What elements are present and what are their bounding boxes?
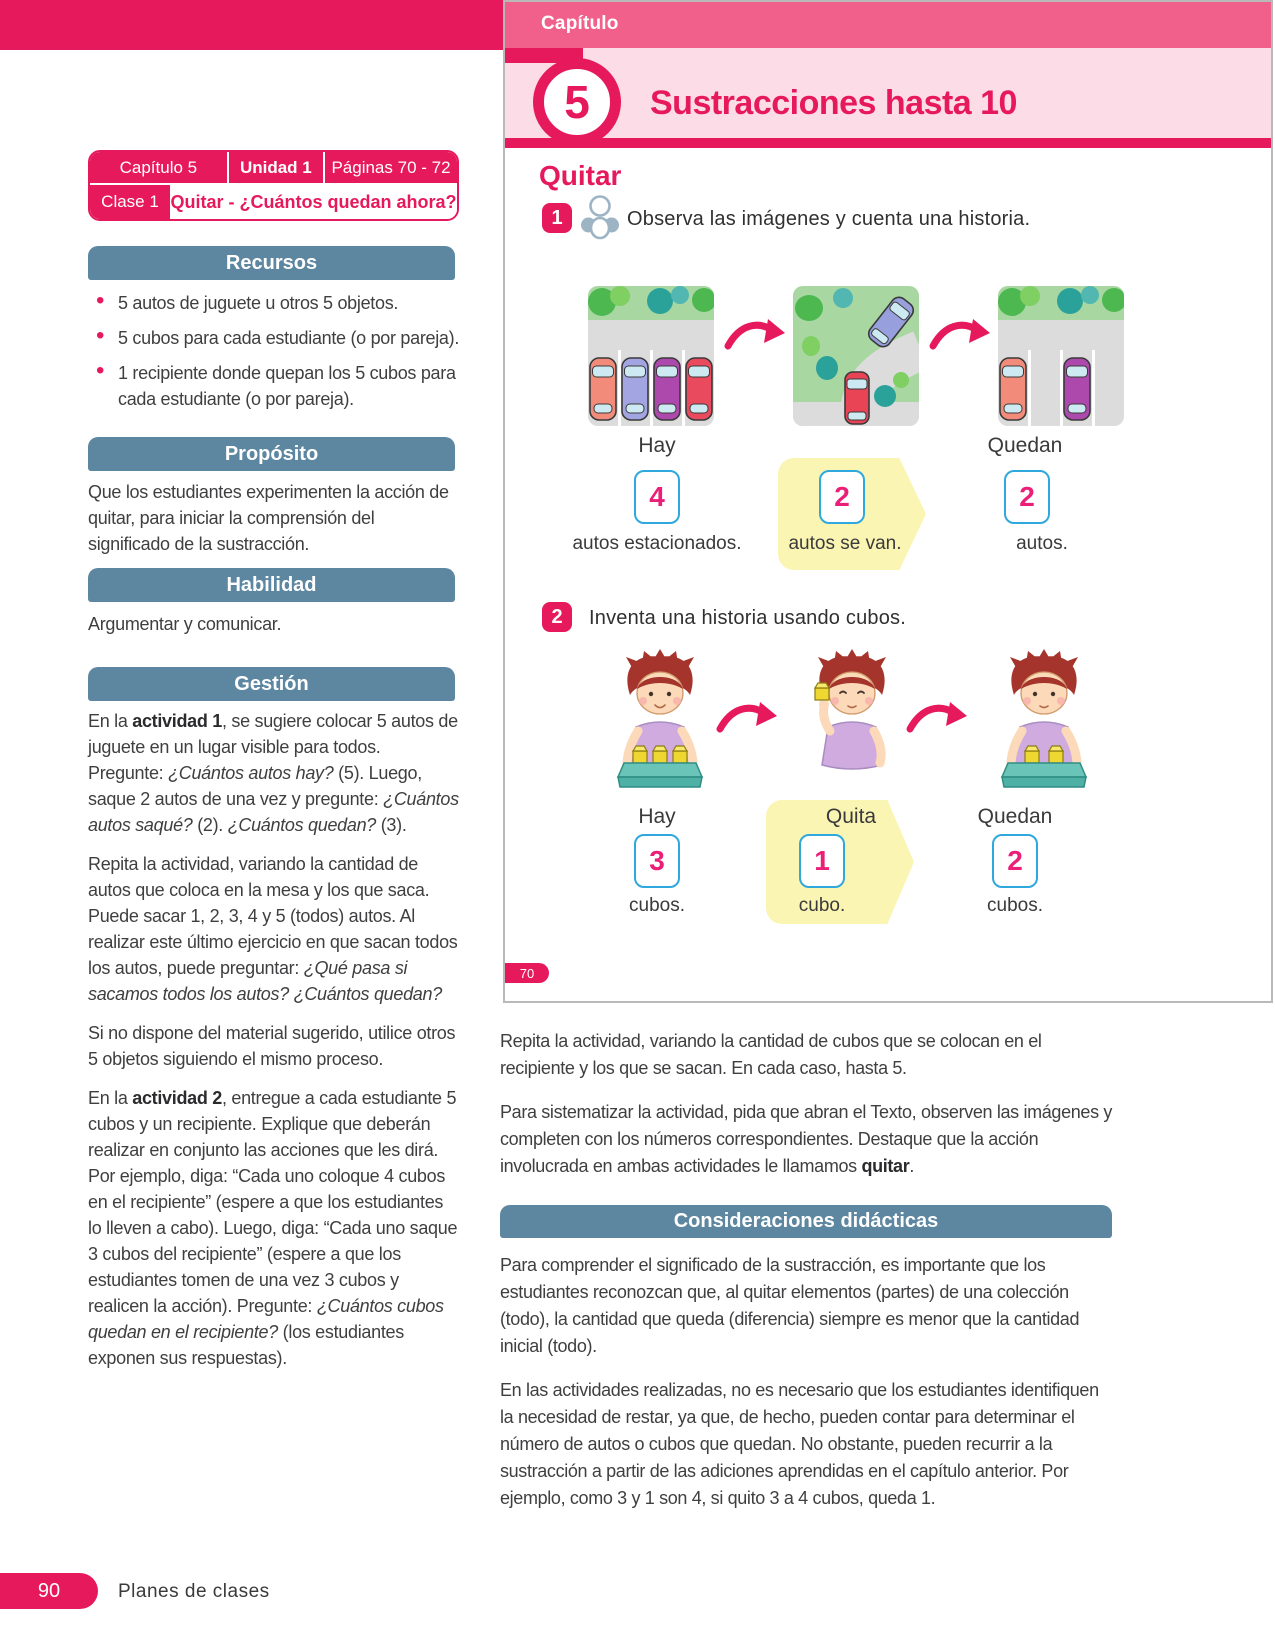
right-paragraph-1: Repita la actividad, variando la cantidad de cubos que se colocan en el recipiente y los que se sacan. En cada caso, hasta 5. xyxy=(500,1031,1042,1078)
chapter-band-label: Capítulo xyxy=(541,13,619,34)
gestion-text xyxy=(88,708,460,1384)
quedan-label: Quedan xyxy=(977,805,1053,828)
kid-with-two-cubes xyxy=(984,647,1104,804)
consideraciones-paragraph-1: Para comprender el significado de la sustracción, es importante que los estudiantes reconozcan que, al quitar elementos (partes) de una colección (todo), la cantidad que queda (diferencia) siempre es menor que la cantidad inicial (todo). xyxy=(500,1255,1080,1356)
hay-label: Hay xyxy=(638,805,676,828)
gestion-paragraph-1: En la actividad 1, se sugiere colocar 5 autos de juguete en un lugar visible para todos. Pregunte: ¿Cuántos autos hay? (5). Luego, saque 2 autos de una vez y pregunte: ¿Cuántos autos saqué? (2). ¿Cuántos quedan? (3). xyxy=(88,711,459,835)
chapter-cell: Capítulo 5 xyxy=(119,157,198,177)
recursos-item: • 1 recipiente donde quepan los 5 cubos para cada estudiante (o por pareja). xyxy=(88,360,460,412)
habilidad-text: Argumentar y comunicar. xyxy=(88,614,282,634)
answer-box-hay: 4 xyxy=(634,470,680,524)
caption-hay: cubos. xyxy=(629,895,685,916)
class-cell: Clase 1 xyxy=(90,185,170,219)
scene-four-parked-cars xyxy=(588,286,714,426)
right-notes-text xyxy=(500,1028,1115,1197)
lesson-info-row-top xyxy=(90,152,457,185)
footer-label: Planes de clases xyxy=(118,1581,270,1602)
gestion-paragraph-2: Repita la actividad, variando la cantidad de autos que coloca en la mesa y los que saca. Puede sacar 1, 2, 3, 4 y 5 (todos) autos. Al realizar este último ejercicio en que sacan todos los autos, puede preguntar: ¿Qué pasa si sacamos todos los autos? ¿Cuántos quedan? xyxy=(88,854,458,1004)
chapter-number-circle: 5 xyxy=(533,58,621,146)
student-textbook-panel xyxy=(503,0,1273,1003)
answer-box-hay: 3 xyxy=(634,834,680,888)
chapter-title: Sustracciones hasta 10 xyxy=(650,84,1017,122)
consideraciones-paragraph-2: En las actividades realizadas, no es necesario que los estudiantes identifiquen la necesidad de restar, ya que, de hecho, pueden contar para determinar el número de autos o cubos que quedan. No obstante, pueden recurrir a la sustracción a partir de las adiciones aprendidas en el capítulo anterior. Por ejemplo, como 3 y 1 son 4, si quito 3 a 4 cubos, queda 1. xyxy=(500,1380,1099,1508)
consideraciones-header: Consideraciones didácticas xyxy=(500,1205,1112,1238)
lesson-info-table xyxy=(88,150,459,221)
consideraciones-text xyxy=(500,1252,1115,1529)
answer-box-quedan: 2 xyxy=(992,834,1038,888)
page-number-pill: 90 xyxy=(0,1573,98,1609)
caption-quita: cubo. xyxy=(798,895,846,916)
kid-removing-cube xyxy=(792,647,912,804)
answer-box-quita: 2 xyxy=(819,470,865,524)
caption-quedan: autos. xyxy=(1016,533,1068,554)
arrow-right-icon xyxy=(904,697,968,744)
gestion-paragraph-3: Si no dispone del material sugerido, utilice otros 5 objetos siguiendo el mismo proceso. xyxy=(88,1023,456,1069)
pages-cell: Páginas 70 - 72 xyxy=(331,157,451,177)
textbook-page-tab: 70 xyxy=(505,963,549,983)
caption-quedan: cubos. xyxy=(987,895,1043,916)
section-heading: Quitar xyxy=(539,160,622,191)
activity-2-number-badge: 2 xyxy=(542,602,572,632)
class-title-cell: Quitar - ¿Cuántos quedan ahora? xyxy=(170,191,457,212)
hay-label: Hay xyxy=(638,434,676,457)
kid-with-three-cubes xyxy=(600,647,720,804)
unit-cell: Unidad 1 xyxy=(227,152,325,183)
recursos-list xyxy=(88,290,460,412)
top-red-bar xyxy=(0,0,503,50)
arrow-right-icon xyxy=(722,314,786,361)
activity-2-prompt: Inventa una historia usando cubos. xyxy=(589,607,907,629)
scene-cars-driving-away xyxy=(793,286,919,426)
recursos-list-wrap xyxy=(88,290,460,421)
arrow-right-icon xyxy=(714,697,778,744)
answer-box-quita: 1 xyxy=(799,834,845,888)
group-work-icon xyxy=(580,194,620,245)
recursos-item: • 5 autos de juguete u otros 5 objetos. xyxy=(88,290,460,316)
scene-two-parked-cars xyxy=(998,286,1124,426)
gestion-header: Gestión xyxy=(88,667,455,701)
chapter-band xyxy=(505,2,1271,48)
lesson-info-row-bottom xyxy=(90,185,457,219)
caption-quita: autos se van. xyxy=(788,533,902,554)
recursos-header: Recursos xyxy=(88,246,455,280)
habilidad-header: Habilidad xyxy=(88,568,455,602)
answer-box-quedan: 2 xyxy=(1004,470,1050,524)
arrow-right-icon xyxy=(927,314,991,361)
activity-1-prompt: Observa las imágenes y cuenta una historia. xyxy=(627,208,1031,230)
quedan-label: Quedan xyxy=(987,434,1063,457)
quita-label: Quita xyxy=(825,805,877,828)
recursos-item: • 5 cubos para cada estudiante (o por pareja). xyxy=(88,325,460,351)
right-paragraph-2: Para sistematizar la actividad, pida que abran el Texto, observen las imágenes y completen con los números correspondientes. Destaque que la acción involucrada en ambas actividades le llamamos quitar. xyxy=(500,1102,1113,1176)
chapter-title-underline xyxy=(505,138,1271,148)
proposito-text: Que los estudiantes experimenten la acción de quitar, para iniciar la comprensión del significado de la sustracción. xyxy=(88,482,449,554)
gestion-paragraph-4: En la actividad 2, entregue a cada estudiante 5 cubos y un recipiente. Explique que deberán realizar en conjunto las acciones que les dirá. Por ejemplo, diga: “Cada uno coloque 4 cubos en el recipiente” (espere a que los estudiantes lo lleven a cabo). Luego, diga: “Cada uno saque 3 cubos del recipiente” (espere a que los estudiantes tomen de una vez 3 cubos y realicen la acción). Pregunte: ¿Cuántos cubos quedan en el recipiente? (los estudiantes exponen sus respuestas). xyxy=(88,1088,458,1368)
caption-hay: autos estacionados. xyxy=(572,533,742,554)
proposito-header: Propósito xyxy=(88,437,455,471)
activity-1-number-badge: 1 xyxy=(542,203,572,233)
